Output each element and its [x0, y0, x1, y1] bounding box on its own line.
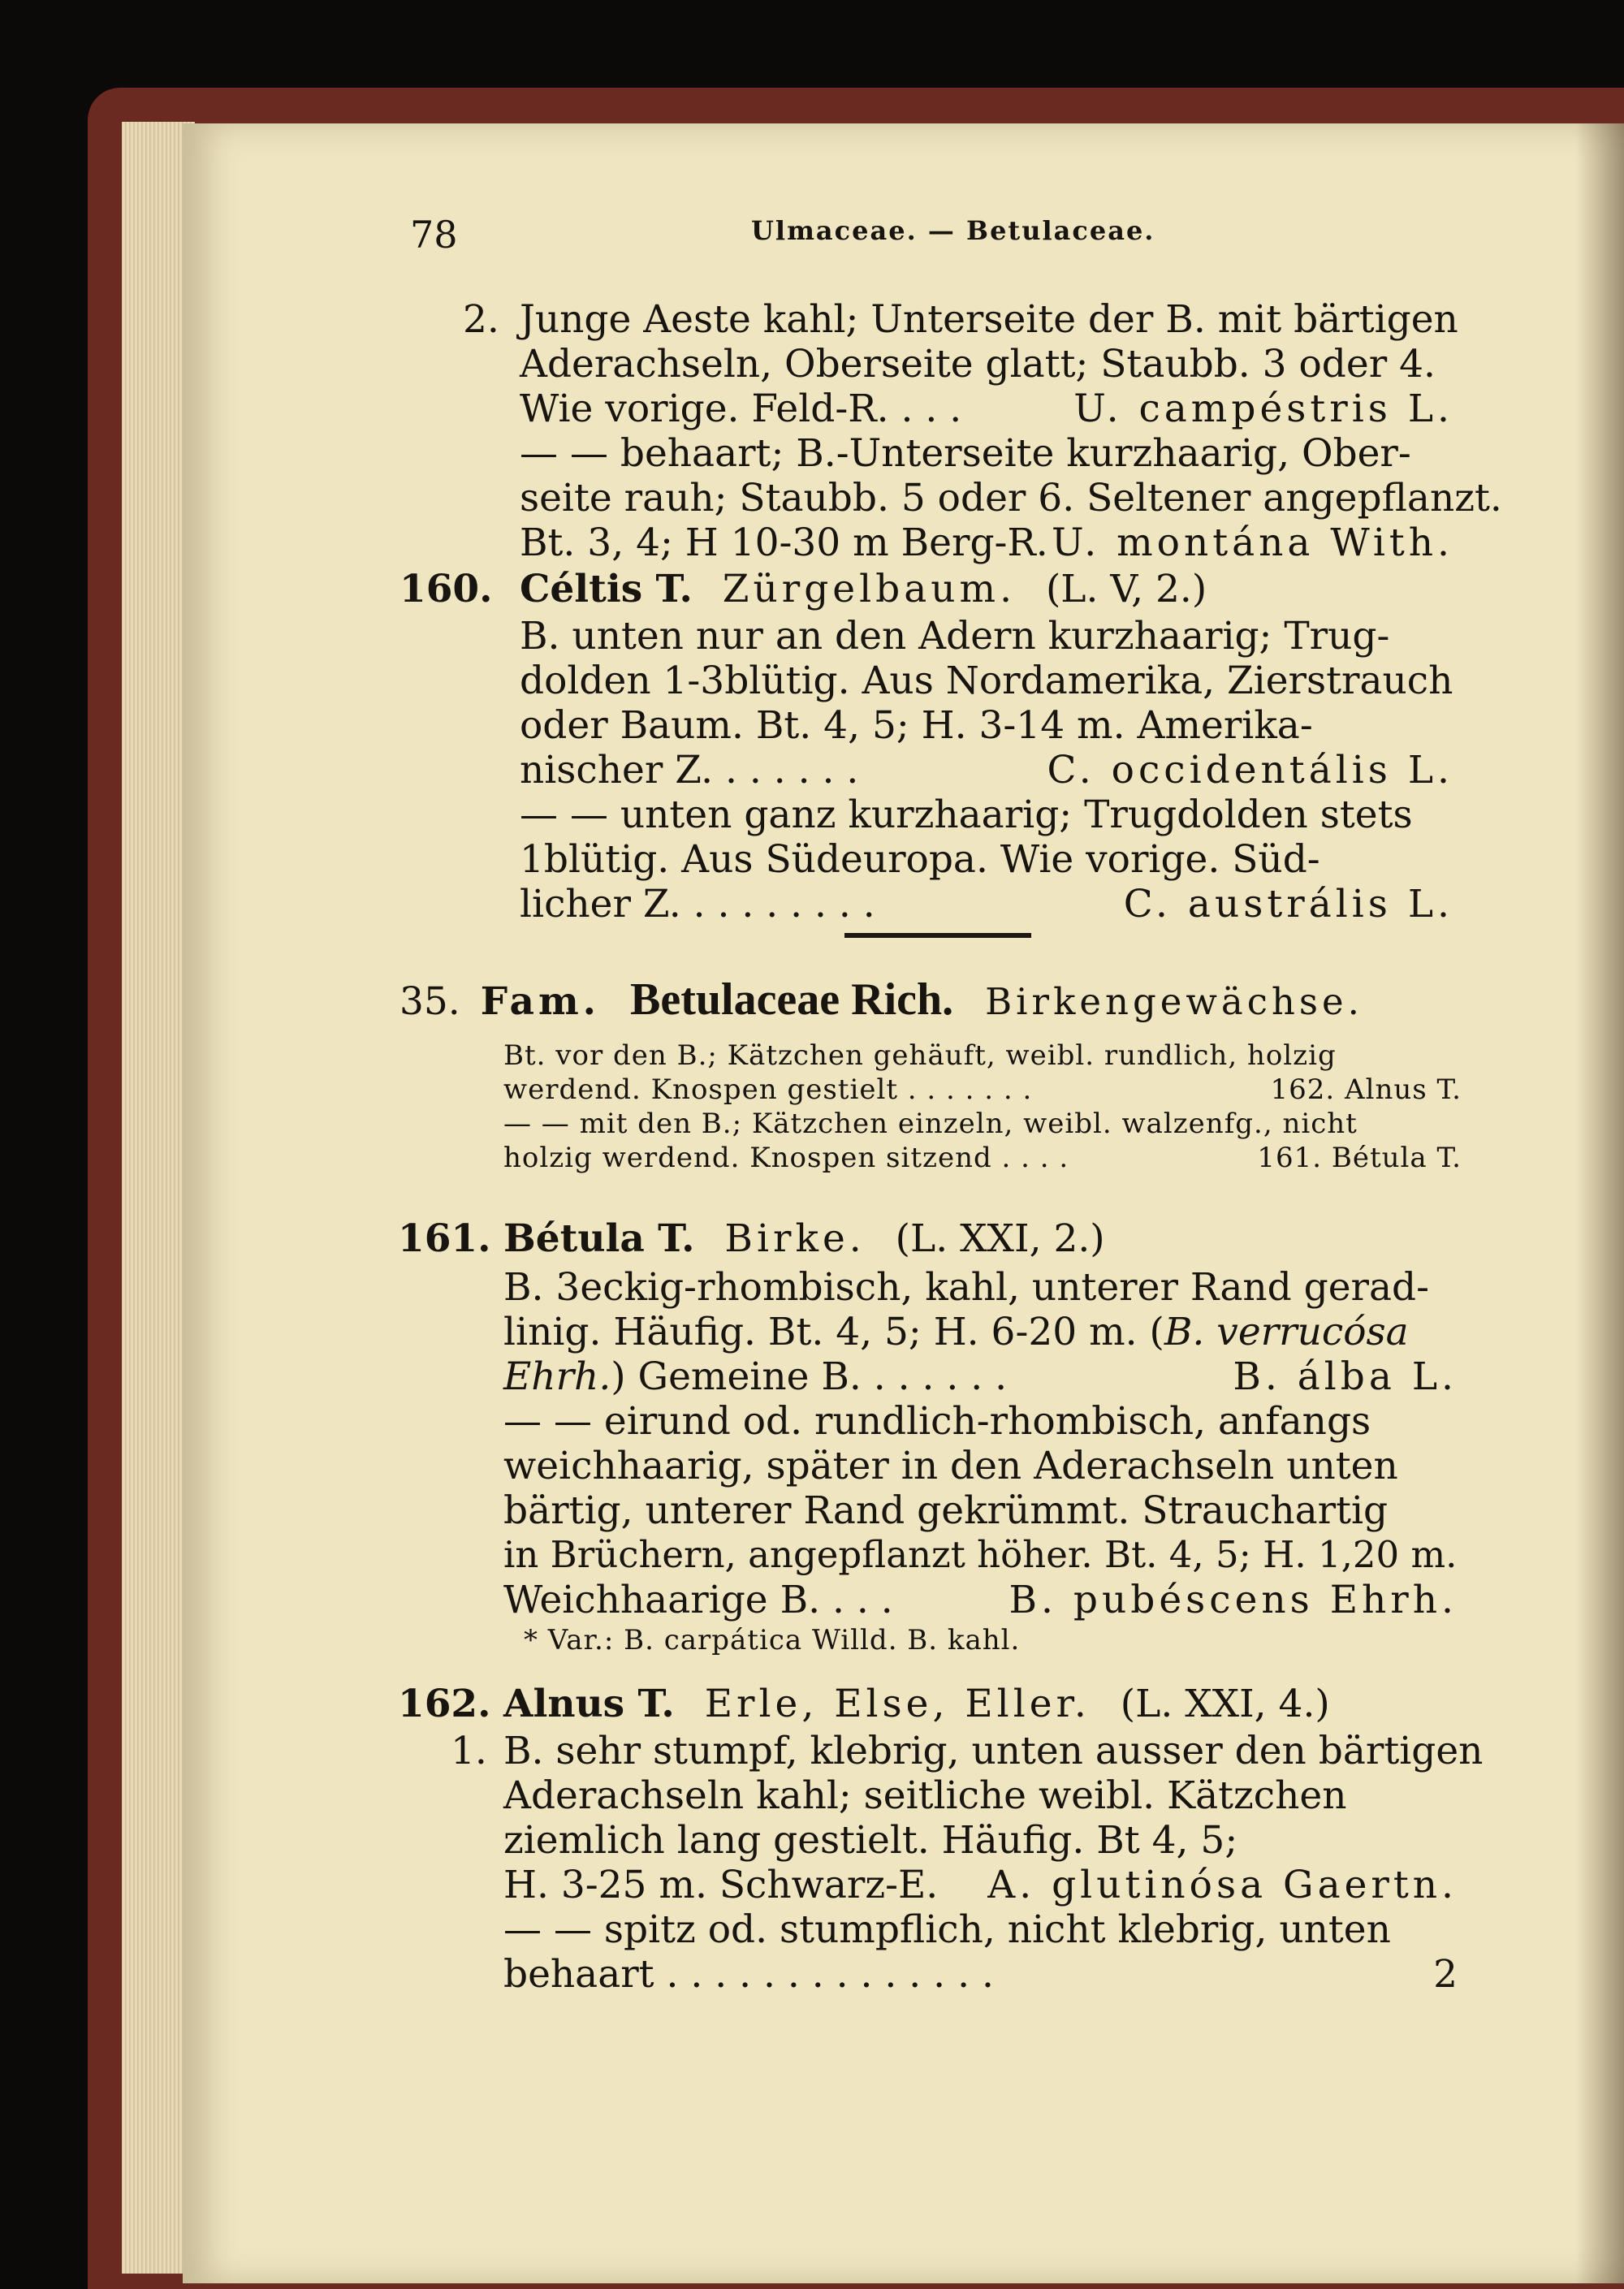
genus-number: 160. — [400, 567, 493, 611]
page-number: 78 — [410, 213, 458, 257]
key-target: 2 — [1433, 1952, 1458, 1997]
key-number: 2. — [463, 297, 499, 342]
text-line: bärtig, unterer Rand gekrümmt. Strauchartig — [503, 1488, 1389, 1533]
text-line: ziemlich lang gestielt. Häufig. Bt 4, 5; — [503, 1818, 1238, 1863]
text-left: behaart . . . . . . . . . . . . . . — [503, 1952, 994, 1997]
text-line: Junge Aeste kahl; Unterseite der B. mit bärtigen — [520, 297, 1458, 342]
text-line: oder Baum. Bt. 4, 5; H. 3-14 m. Amerika- — [520, 703, 1313, 748]
genus-number: 161. — [398, 1216, 491, 1261]
linnaeus-ref: (L. XXI, 4.) — [1120, 1682, 1330, 1726]
genus-name: Céltis T. — [520, 567, 693, 611]
variety-note: * Var.: B. carpática Willd. B. kahl. — [524, 1624, 1021, 1656]
text-line: seite rauh; Staubb. 5 oder 6. Seltener angepflanzt. — [520, 476, 1502, 520]
species-name: B. pubéscens Ehrh. — [1009, 1578, 1458, 1622]
species-name: A. glutinósa Gaertn. — [987, 1863, 1458, 1907]
text-line: weichhaarig, später in den Aderachseln unten — [503, 1444, 1398, 1488]
genus-name: Bétula T. — [503, 1216, 695, 1261]
species-name: U. campéstris L. — [1073, 387, 1453, 431]
spine-shadow — [1575, 123, 1624, 2283]
text-left: Bt. 3, 4; H 10-30 m Berg-R. — [520, 520, 1048, 565]
text-line — [520, 387, 1453, 431]
text-line: B. unten nur an den Adern kurzhaarig; Trug- — [520, 614, 1390, 659]
text-line — [503, 1952, 1458, 1997]
author: Ehrh. — [503, 1354, 611, 1399]
text-left: werdend. Knospen gestielt . . . . . . . — [503, 1073, 1033, 1106]
text-line — [520, 882, 1453, 926]
common-name: Birke. — [724, 1216, 866, 1261]
family-number: 35. — [400, 979, 460, 1024]
text-left: holzig werdend. Knospen sitzend . . . . — [503, 1142, 1069, 1174]
family-name: Betulaceae Rich. — [630, 974, 954, 1025]
text-line — [503, 1578, 1458, 1622]
text-line: B. 3eckig-rhombisch, kahl, unterer Rand gerad- — [503, 1265, 1430, 1310]
text-line: 1blütig. Aus Südeuropa. Wie vorige. Süd- — [520, 837, 1320, 882]
family-label: Fam. — [480, 979, 601, 1024]
key-line: — — mit den B.; Kätzchen einzeln, weibl. walzenfg., nicht — [503, 1108, 1358, 1140]
text-left: H. 3-25 m. Schwarz-E. — [503, 1863, 939, 1907]
text-line: — — behaart; B.-Unterseite kurzhaarig, Ober- — [520, 431, 1411, 476]
key-target: 161. Bétula T. — [1257, 1142, 1462, 1174]
text-line: Aderachseln, Oberseite glatt; Staubb. 3 oder 4. — [520, 342, 1436, 387]
text-line — [520, 748, 1453, 793]
key-line — [503, 1073, 1462, 1106]
running-title: Ulmaceae. — Betulaceae. — [751, 215, 1155, 246]
text-line: Aderachseln kahl; seitliche weibl. Kätzchen — [503, 1773, 1347, 1818]
text-left: Weichhaarige B. . . . — [503, 1578, 893, 1622]
text-line — [520, 520, 1453, 565]
text-left: ) Gemeine B. . . . . . . — [611, 1354, 1008, 1399]
text-line — [503, 1354, 1458, 1399]
key-line: Bt. vor den B.; Kätzchen gehäuft, weibl. rundlich, holzig — [503, 1039, 1337, 1072]
genus-heading — [520, 567, 1207, 611]
common-name: Zürgelbaum. — [722, 567, 1017, 611]
text-line — [503, 1310, 1409, 1354]
species-name: U. montána With. — [1051, 520, 1453, 565]
genus-number: 162. — [398, 1682, 491, 1726]
text-left: licher Z. . . . . . . . . — [520, 882, 875, 926]
linnaeus-ref: (L. V, 2.) — [1045, 567, 1207, 611]
genus-heading — [503, 1216, 1105, 1261]
text-line: — — spitz od. stumpflich, nicht klebrig, unten — [503, 1907, 1391, 1952]
text-line: — — eirund od. rundlich-rhombisch, anfangs — [503, 1399, 1371, 1444]
species-name: C. occidentális L. — [1047, 748, 1453, 793]
key-number: 1. — [451, 1729, 487, 1773]
text-line: — — unten ganz kurzhaarig; Trugdolden stets — [520, 793, 1413, 837]
text-line — [503, 1863, 1458, 1907]
common-name: Erle, Else, Eller. — [704, 1682, 1091, 1726]
text-left: nischer Z. . . . . . . — [520, 748, 859, 793]
species-name: B. álba L. — [1233, 1354, 1458, 1399]
species-name: C. austrális L. — [1123, 882, 1453, 926]
linnaeus-ref: (L. XXI, 2.) — [895, 1216, 1105, 1261]
text-left: linig. Häufig. Bt. 4, 5; H. 6-20 m. ( — [503, 1310, 1164, 1354]
key-line — [503, 1144, 1462, 1172]
family-heading — [400, 974, 1363, 1025]
section-divider — [844, 933, 1031, 938]
text-line: B. sehr stumpf, klebrig, unten ausser den bärtigen — [503, 1729, 1484, 1773]
text-line: in Brüchern, angepflanzt höher. Bt. 4, 5; H. 1,20 m. — [503, 1533, 1458, 1576]
text-left: Wie vorige. Feld-R. . . . — [520, 387, 962, 431]
genus-name: Alnus T. — [503, 1682, 675, 1726]
family-common-name: Birkengewächse. — [985, 980, 1363, 1023]
text-line: dolden 1-3blütig. Aus Nordamerika, Zierstrauch — [520, 659, 1453, 703]
genus-heading — [503, 1682, 1330, 1726]
key-target: 162. Alnus T. — [1270, 1073, 1462, 1106]
synonym: B. verrucósa — [1164, 1310, 1409, 1354]
